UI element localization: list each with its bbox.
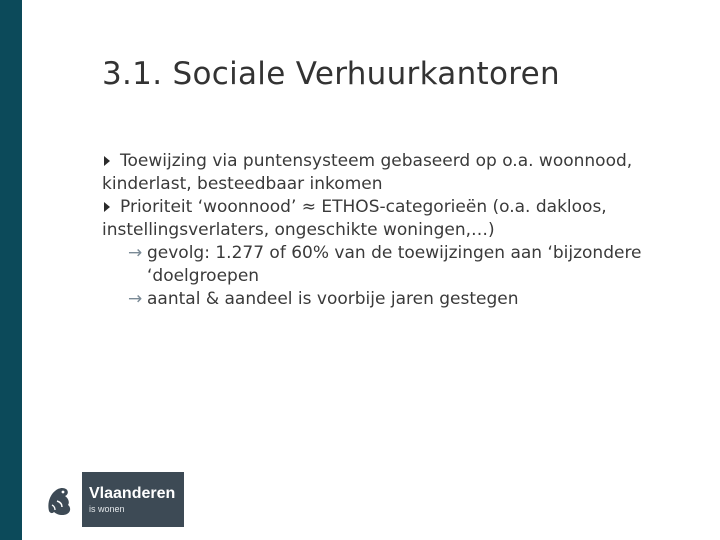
sub-bullet-text: aantal & aandeel is voorbije jaren gestegen xyxy=(147,289,519,309)
arrow-icon: → xyxy=(128,243,143,263)
arrow-icon: → xyxy=(128,289,143,309)
bullet-text: Toewijzing via puntensysteem gebaseerd op o.a. woonnood, kinderlast, besteedbaar inkomen xyxy=(102,151,633,194)
bullet-item xyxy=(102,150,682,196)
bullet-text: Prioriteit ‘woonnood’ ≈ ETHOS-categorieën (o.a. dakloos, instellingsverlaters, ongeschikte woningen,…) xyxy=(102,197,607,240)
logo-name: Vlaanderen xyxy=(89,484,176,502)
side-accent-bar xyxy=(0,0,22,540)
flemish-lion-icon xyxy=(38,472,82,527)
sub-bullet-text: gevolg: 1.277 of 60% van de toewijzingen aan ‘bijzondere ‘doelgroepen xyxy=(147,243,642,286)
sub-bullet-item xyxy=(102,288,682,311)
slide-title: 3.1. Sociale Verhuurkantoren xyxy=(102,56,560,92)
bullet-item xyxy=(102,196,682,242)
triangle-bullet-icon xyxy=(104,156,110,166)
vlaanderen-logo xyxy=(38,472,184,527)
logo-text xyxy=(82,485,175,515)
slide-body xyxy=(102,150,682,311)
sub-bullet-item xyxy=(102,242,682,288)
triangle-bullet-icon xyxy=(104,202,110,212)
logo-tagline: is wonen xyxy=(89,503,125,514)
